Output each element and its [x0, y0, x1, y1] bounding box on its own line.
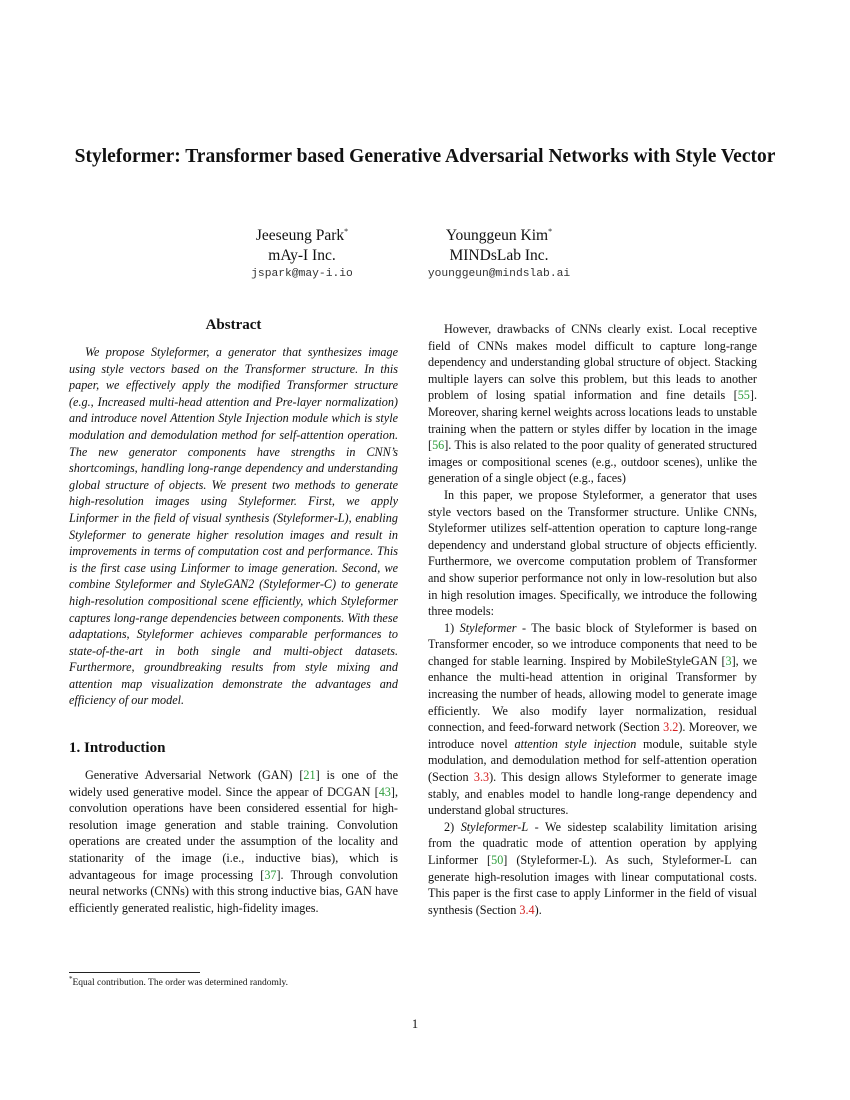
citation-link[interactable]: 43	[378, 784, 391, 799]
author-affiliation: mAy-I Inc.	[268, 246, 336, 264]
footnote-rule	[69, 972, 200, 973]
citation-link[interactable]: 21	[303, 768, 316, 783]
right-column	[428, 321, 757, 918]
citation-link[interactable]: 55	[737, 388, 750, 403]
author-name: Younggeun Kim*	[445, 226, 553, 244]
section-ref-link[interactable]: 3.2	[663, 720, 679, 735]
intro-paragraph-2: However, drawbacks of CNNs clearly exist. Local receptive field of CNNs makes model difficult to capture long-range dependency and understanding global structure of object. Stacking multiple layers can solve this problem, but this leads to another problem of losing spatial information and fine details [55]. Moreover, sharing kernel weights across locations leads to unstable training when the pattern or styles differ by location in the image [56]. This is also related to the poor quality of generated structured images or compositional scenes (e.g., outdoor scenes), unlike the generation of a single object (e.g., faces)	[428, 322, 757, 486]
citation-link[interactable]: 3	[725, 653, 732, 668]
intro-paragraph-1: Generative Adversarial Network (GAN) [21] is one of the widely used generative model. Since the appear of DCGAN [43], convolution operations have been considered essential for high-resolution image generation and stable training. Convolution operations are created under the assumption of the locality and stationarity of the image (i.e., inductive bias), which is advantageous for image processing [37]. Through convolution neural networks (CNNs) with this strong inductive bias, GAN have efficiently generated realistic, high-fidelity images.	[69, 768, 398, 915]
contribution-item-1: 1) Styleformer - The basic block of Styleformer is based on Transformer encoder, so we introduce components that need to be changed for stable learning. Inspired by MobileStyleGAN [3], we enhance the multi-head attention in original Transformer by increasing the number of heads, allowing model to generate image efficiently. We also modify layer normalization, residual connection, and feed-forward network (Section 3.2). Moreover, we introduce novel attention style injection module, suitable style modulation, and demodulation method for self-attention operation (Section 3.3). This design allows Styleformer to generate image stably, and enables model to handle long-range dependency and understand global structures.	[428, 620, 757, 818]
footnote: *Equal contribution. The order was determined randomly.	[69, 974, 289, 988]
page-number: 1	[411, 1017, 419, 1031]
author-block-1	[236, 226, 368, 284]
section-ref-link[interactable]: 3.4	[519, 902, 535, 917]
abstract-heading: Abstract	[205, 317, 262, 333]
abstract-text: We propose Styleformer, a generator that synthesizes image using style vectors based on the Transformer structure. In this paper, we effectively apply the modified Transformer structure (e.g., Increased multi-head attention and Pre-layer normalization) and introduce novel Attention Style Injection module which is style modulation and demodulation method for self-attention operation. The new generator components have strengths in CNN’s shortcomings, handling long-range dependency and understanding global structure of objects. We present two methods to generate high-resolution images using Styleformer. First, we apply Linformer in the field of visual synthesis (Styleformer-L), enabling Styleformer to generate higher resolution images and result in improvements in terms of computation cost and performance. This is the first case using Linformer to image generation. Second, we combine Styleformer and StyleGAN2 (Styleformer-C) to generate high-resolution compositional scene efficiently, which Styleformer captures long-range dependencies between components. With these adaptations, Styleformer achieves comparable performances to state-of-the-art in both single and multi-object datasets. Furthermore, groundbreaking results from style mixing and attention map visualization demonstrate the advantages and efficiency of our model.	[69, 345, 398, 708]
author-name: Jeeseung Park*	[255, 226, 349, 244]
author-block-2	[412, 226, 586, 284]
left-column	[69, 316, 398, 916]
author-email: younggeun@mindslab.ai	[427, 268, 571, 280]
section-heading-introduction: 1. Introduction	[69, 740, 166, 757]
paper-title: Styleformer: Transformer based Generative Adversarial Networks with Style Vector	[74, 146, 776, 167]
citation-link[interactable]: 56	[432, 438, 445, 453]
citation-link[interactable]: 37	[264, 867, 277, 882]
intro-paragraph-3: In this paper, we propose Styleformer, a generator that uses style vectors based on the Transformer structure. Unlike CNNs, Styleformer utilizes self-attention operation to capture long-range dependency and understand global structure of objects efficiently. Furthermore, we overcome computation problem of Transformer and show superior performance not only in low-resolution but also in high resolution images. Specifically, we introduce the following three models:	[428, 487, 757, 619]
author-email: jspark@may-i.io	[251, 268, 353, 280]
citation-link[interactable]: 50	[491, 853, 504, 867]
author-affiliation: MINDsLab Inc.	[449, 246, 549, 264]
section-ref-link[interactable]: 3.3	[473, 770, 490, 785]
contribution-item-2: 2) Styleformer-L - We sidestep scalability limitation arising from the quadratic mode of attention operation by applying Linformer [50] (Styleformer-L). As such, Styleformer-L can generate high-resolution images with linear computational costs. This paper is the first case to apply Linformer in the field of visual synthesis (Section 3.4).	[428, 819, 757, 917]
